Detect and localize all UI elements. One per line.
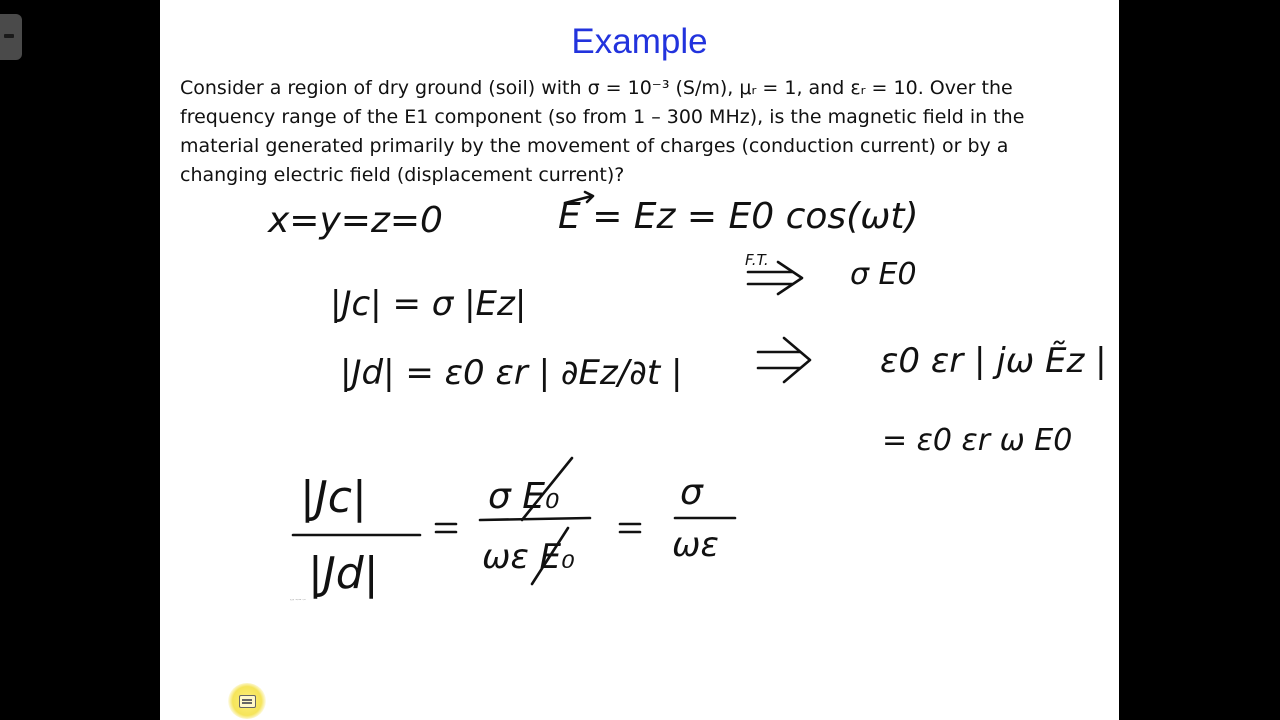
svg-text:|Jd|: |Jd|	[308, 548, 379, 599]
slide-title: Example	[571, 22, 708, 61]
jd-phasor-text: ε0 εr | jω Ẽz |	[880, 341, 1107, 381]
svg-text:σ E₀: σ E₀	[488, 476, 560, 517]
problem-line: changing electric field (displacement current)?	[180, 164, 625, 186]
svg-text:|Jc|: |Jc|	[300, 472, 367, 523]
origin-equation	[267, 200, 443, 241]
svg-text:σ: σ	[680, 472, 703, 513]
jd-text: |Jd| = ε0 εr | ∂Ez/∂t |	[340, 353, 683, 393]
jc-text: |Jc| = σ |Ez|	[330, 284, 527, 324]
implies-arrow	[758, 338, 810, 382]
ratio-text: |Jc| / |Jd| = σE0 / ωεE0 = σ / ωε	[290, 600, 306, 601]
note-icon[interactable]	[228, 683, 266, 719]
problem-line: Consider a region of dry ground (soil) with σ = 10⁻³ (S/m), μᵣ = 1, and εᵣ = 10. Over the	[180, 77, 1013, 99]
problem-line: frequency range of the E1 component (so from 1 – 300 MHz), is the magnetic field in the	[180, 106, 1025, 128]
note-glyph	[239, 695, 256, 708]
field-equation	[558, 192, 919, 237]
jd-result-text: = ε0 εr ω E0	[882, 423, 1073, 458]
window-side-tab[interactable]	[0, 14, 22, 60]
field-text: E = Ez = E0 cos(ωt)	[558, 196, 919, 237]
ft-label: F.T.	[745, 251, 769, 269]
origin-text: x=y=z=0	[268, 200, 443, 241]
slide	[160, 0, 1119, 720]
handwritten-notes	[160, 0, 1119, 720]
problem-line: material generated primarily by the movement of charges (conduction current) or by a	[180, 135, 1009, 157]
svg-text:ωε E₀: ωε E₀	[482, 537, 575, 577]
ft-result-text: σ E0	[850, 257, 917, 292]
svg-text:ωε: ωε	[672, 525, 719, 565]
fourier-transform-arrow	[745, 251, 802, 294]
